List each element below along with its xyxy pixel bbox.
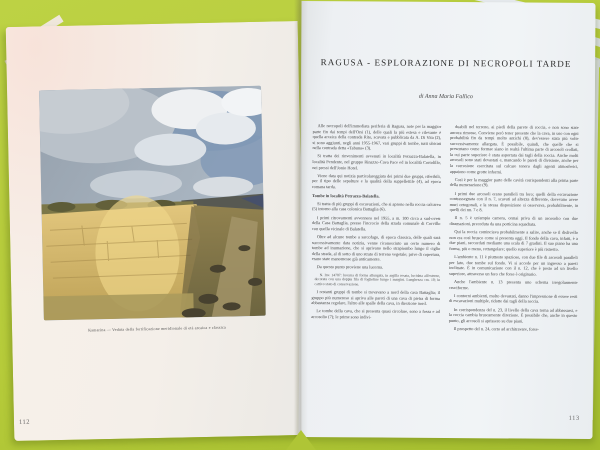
right-page <box>298 1 595 439</box>
left-page <box>6 21 307 441</box>
paragraph: Si tratta di più gruppi di escavazioni, che si aprono nella roccia calcarea (5) intorno alla casa colonica Battaglia (6). <box>312 200 441 213</box>
photo-caption: Kamarina — Veduta della fortificazione meridionale di età arcaica e classica <box>88 324 226 333</box>
text-columns <box>311 123 578 335</box>
grass-base <box>43 293 193 320</box>
paragraph: L'ambiente n. 11 è piuttosto spazioso, con due file di arcosoli paralleli per lato, due tombe sul fondo. Vi si accede per un ingresso a pareti inclinate. È in comunicazione con il n. 12, che è posto ad un livello superiore, attraverso un foro che forse è originario. <box>449 254 578 277</box>
paragraph: In corrispondenza del n. 23, il livello della cava torna ad abbassarsi, e la roccia cambia bruscamente direzione. È possibile che, anche in questo punto, gli arcosoli si aprissero su due piani. <box>448 306 578 324</box>
paragraph: N. Inv. 14787: lucerna di forma allungata, in argilla rosata, lucidata all'esterno, decorata con una doppia fila di foglioline lungo i margini. Lunghezza cm. 10; in cattivo stato di conservazione. <box>314 272 441 287</box>
column-right <box>449 124 579 335</box>
article <box>299 1 595 335</box>
paragraph: I primi due arcosoli erano paralleli tra loro; quelli della escavazione contrassegnata con il n. 7, scavati ad altezza differente, dovevano avere muri ortogonali, e la stessa disposizione si osservava, probabilmente, in quelli dei nn. 7 e 8. <box>449 190 579 213</box>
photo-kamarina-fortification <box>39 86 266 321</box>
photo-illustration <box>39 86 266 321</box>
book-gutter <box>294 0 308 442</box>
paragraph: I contorni ambienti, molto devastati, danno l'impressione di essere resti di escavazioni multiple, ridotte dai tagli della roccia. <box>448 292 578 304</box>
paragraph: Le tombe della cava, che si presenta quasi circolare, sono a fossa e ad arcosolio (7); le prime sono indivi- <box>311 308 440 320</box>
paragraph: Da questo punto proviene una lucerna. <box>316 264 384 271</box>
paragraph: Viene data qui notizia particolareggiata dei primi due gruppi, riferibili, per il tipo delle sepolture e la qualità della suppellettile (4), ad epoca romana tarda. <box>312 172 441 190</box>
paragraph: Così è per la maggior parte delle cavità corrispondenti alla prima parte della numerazione (9). <box>449 176 579 188</box>
paragraph: Il n. 5 è un'ampia camera, ormai priva di un arcosolio con due diramazioni, preceduta da una porticina squadrata. <box>449 215 579 227</box>
paragraph: I primi ritrovamenti avvennero nel 1955, a m. 100 circa a sud-ovest della Casa Battaglia, presso l'incrocio della strada comunale di Corvillo con quella vicinale di Balatella. <box>311 214 441 232</box>
section-heading: Tombe in località Petrazza-Balatella. <box>312 192 380 199</box>
paragraph: Il prospetto del n. 24, certo ad architravare, forse- <box>453 325 540 332</box>
paragraph: Anche l'ambiente n. 13 presenta uno schema irregolarmente cruciforme. <box>449 279 578 290</box>
paragraph: I restanti gruppi di tombe si trovavano a nord della casa Battaglia; il gruppo più numeroso si apriva alle pareti di una cava di pietra di forma abbastanza regolare, l'altro alle spalle della cava, in direzione nord. <box>311 289 441 307</box>
paragraph: Si tratta dei rinvenimenti avvenuti in località Petrazza-Balatella, in località Pendente, nel gruppo Rinazzo-Cava Pace ed in località Cortolillo, nei pressi dell'Jonio Hotel. <box>312 153 441 171</box>
paragraph: duabili nel terreno, ai piedi della parete di roccia, e non sono state ancora rimosse. Conviene però tener presente che la cava, in uso con ogni probabilità fin da tempi molto antichi (8), dev'essere stata più volte successivamente allargata. È possibile, quindi, che quelle che si presentano come formae siano in realtà l'ultima parte di arcosoli crollati, la cui parte superiore è stata asportata dai tagli della roccia. Anche molti arcosoli sono stati devastati e, mancando le pareti di divisione, anche per la corrosione esercitata sul calcare tenero dagli agenti atmosferici, appaiono come grotte informi. <box>449 124 579 175</box>
paragraph: Alle necropoli dell'immediata periferia di Ragusa, note per la maggior parte fin dai tempi dell'Orsi (1), delle quali la più estesa e rilevante è quella arcaica della contrada Rito, scavata e pubblicata da A. Di Vita (2), si sono aggiunti, negli anni 1955-1967, vari gruppi di tombe, tutti ubicati nella contrada detta «Tabuna» (3). <box>312 123 442 151</box>
page-number-left: 112 <box>18 418 31 426</box>
column-left <box>311 123 441 334</box>
page-number-right: 113 <box>568 414 580 422</box>
paragraph: Qui la roccia cominciava probabilmente a salire, anche se il dislivello non era così brusco come si presenta oggi. Il fondo della cava, infatti, è a due piani, raccordati mediante una scala di 7 gradini. Il suo piano ha una forma, più o meno, rettangolare; quello superiore è più ristretto. <box>449 229 578 252</box>
article-title: RAGUSA - ESPLORAZIONE DI NECROPOLI TARDE <box>320 57 572 69</box>
article-author: di Anna Maria Fallico <box>418 93 473 101</box>
paragraph: Oltre ad alcune tombe a sarcofago, di epoca classica, delle quali sarà successivamente data notizia, venne riconosciuto un certo numero di tombe ad inumazione, che si aprivano nello strapiombo lungo il ciglio della strada, al di sotto di uno strato di terreno vegetale; prive di copertura, erano state manomesse già anticamente. <box>311 234 441 262</box>
